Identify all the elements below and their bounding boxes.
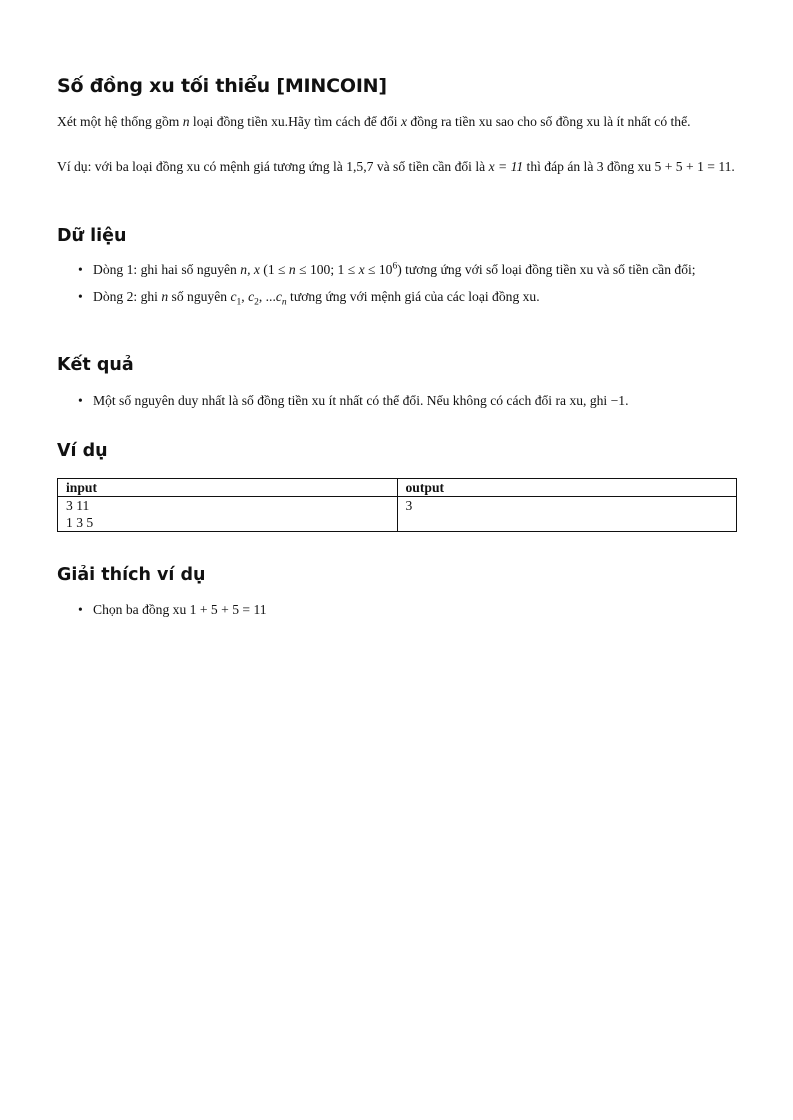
intro-text: đồng ra tiền xu sao cho số đồng xu là ít nhất có thể. [407,114,691,129]
page-title: Số đồng xu tối thiểu [MINCOIN] [57,75,387,97]
subscript: 2 [254,297,259,308]
intro-text: Ví dụ: với ba loại đồng xu có mệnh giá tương ứng là 1,5,7 và số tiền cần đổi là [57,159,489,174]
item-text: ) tương ứng với số loại đồng tiền xu và số tiền cần đổi; [397,262,696,277]
math-var: c [230,289,237,304]
section-heading-input: Dữ liệu [57,226,127,246]
list-item [57,392,737,409]
math-var: n [288,262,296,277]
section-heading-explanation: Giải thích ví dụ [57,565,206,585]
math-expr: x = 11 [488,159,524,174]
item-text: Chọn ba đồng xu [93,602,190,617]
list-item [57,601,737,618]
item-text: , ... [258,289,276,304]
column-header-output: output [397,479,737,497]
bullet-icon: • [78,289,83,304]
section-heading-output: Kết quả [57,355,134,375]
intro-text: Xét một hệ thống gồm [57,114,183,129]
output-line: 3 [405,498,413,513]
input-line: 1 3 5 [66,515,94,530]
column-header-input: input [58,479,398,497]
intro-text: . [731,159,735,174]
math-var: x [400,114,407,129]
input-list [57,261,737,308]
math-var: c [275,289,282,304]
math-var: n, x [240,262,260,277]
subscript: 1 [236,297,242,308]
input-cell [58,497,398,532]
bullet-icon: • [78,393,83,408]
intro-paragraph-1 [57,113,737,130]
explanation-list [57,601,737,618]
item-text: ≤ 100; 1 ≤ [295,262,359,277]
item-text: ≤ 10 [364,262,393,277]
intro-text: thì đáp án là 3 đồng xu [523,159,655,174]
math-var: x [358,262,365,277]
item-text: Dòng 2: ghi [93,289,162,304]
math-expr: 5 + 5 + 1 = 11 [654,159,732,174]
item-text: (1 ≤ [259,262,289,277]
superscript: 6 [392,261,398,272]
math-var: c [248,289,255,304]
math-var: n [182,114,190,129]
output-cell [397,497,737,532]
section-heading-example: Ví dụ [57,441,108,461]
bullet-icon: • [78,262,83,277]
input-line: 3 11 [66,498,90,513]
table-header-row [58,479,737,497]
list-item [57,288,737,308]
bullet-icon: • [78,602,83,617]
table-row [58,497,737,532]
item-text: số nguyên [168,289,231,304]
item-text: tương ứng với mệnh giá của các loại đồng xu. [286,289,540,304]
subscript: n [281,297,287,308]
math-expr: 1 + 5 + 5 = 11 [189,602,267,617]
intro-paragraph-2 [57,158,737,175]
output-list [57,392,737,409]
item-text: Một số nguyên duy nhất là số đồng tiền xu ít nhất có thể đổi. Nếu không có cách đổi ra xu, ghi −1. [93,393,629,408]
item-text: , [241,289,249,304]
list-item [57,261,737,278]
item-text: Dòng 1: ghi hai số nguyên [93,262,241,277]
example-table [57,478,737,532]
intro-text: loại đồng tiền xu.Hãy tìm cách để đổi [189,114,401,129]
math-var: n [161,289,169,304]
